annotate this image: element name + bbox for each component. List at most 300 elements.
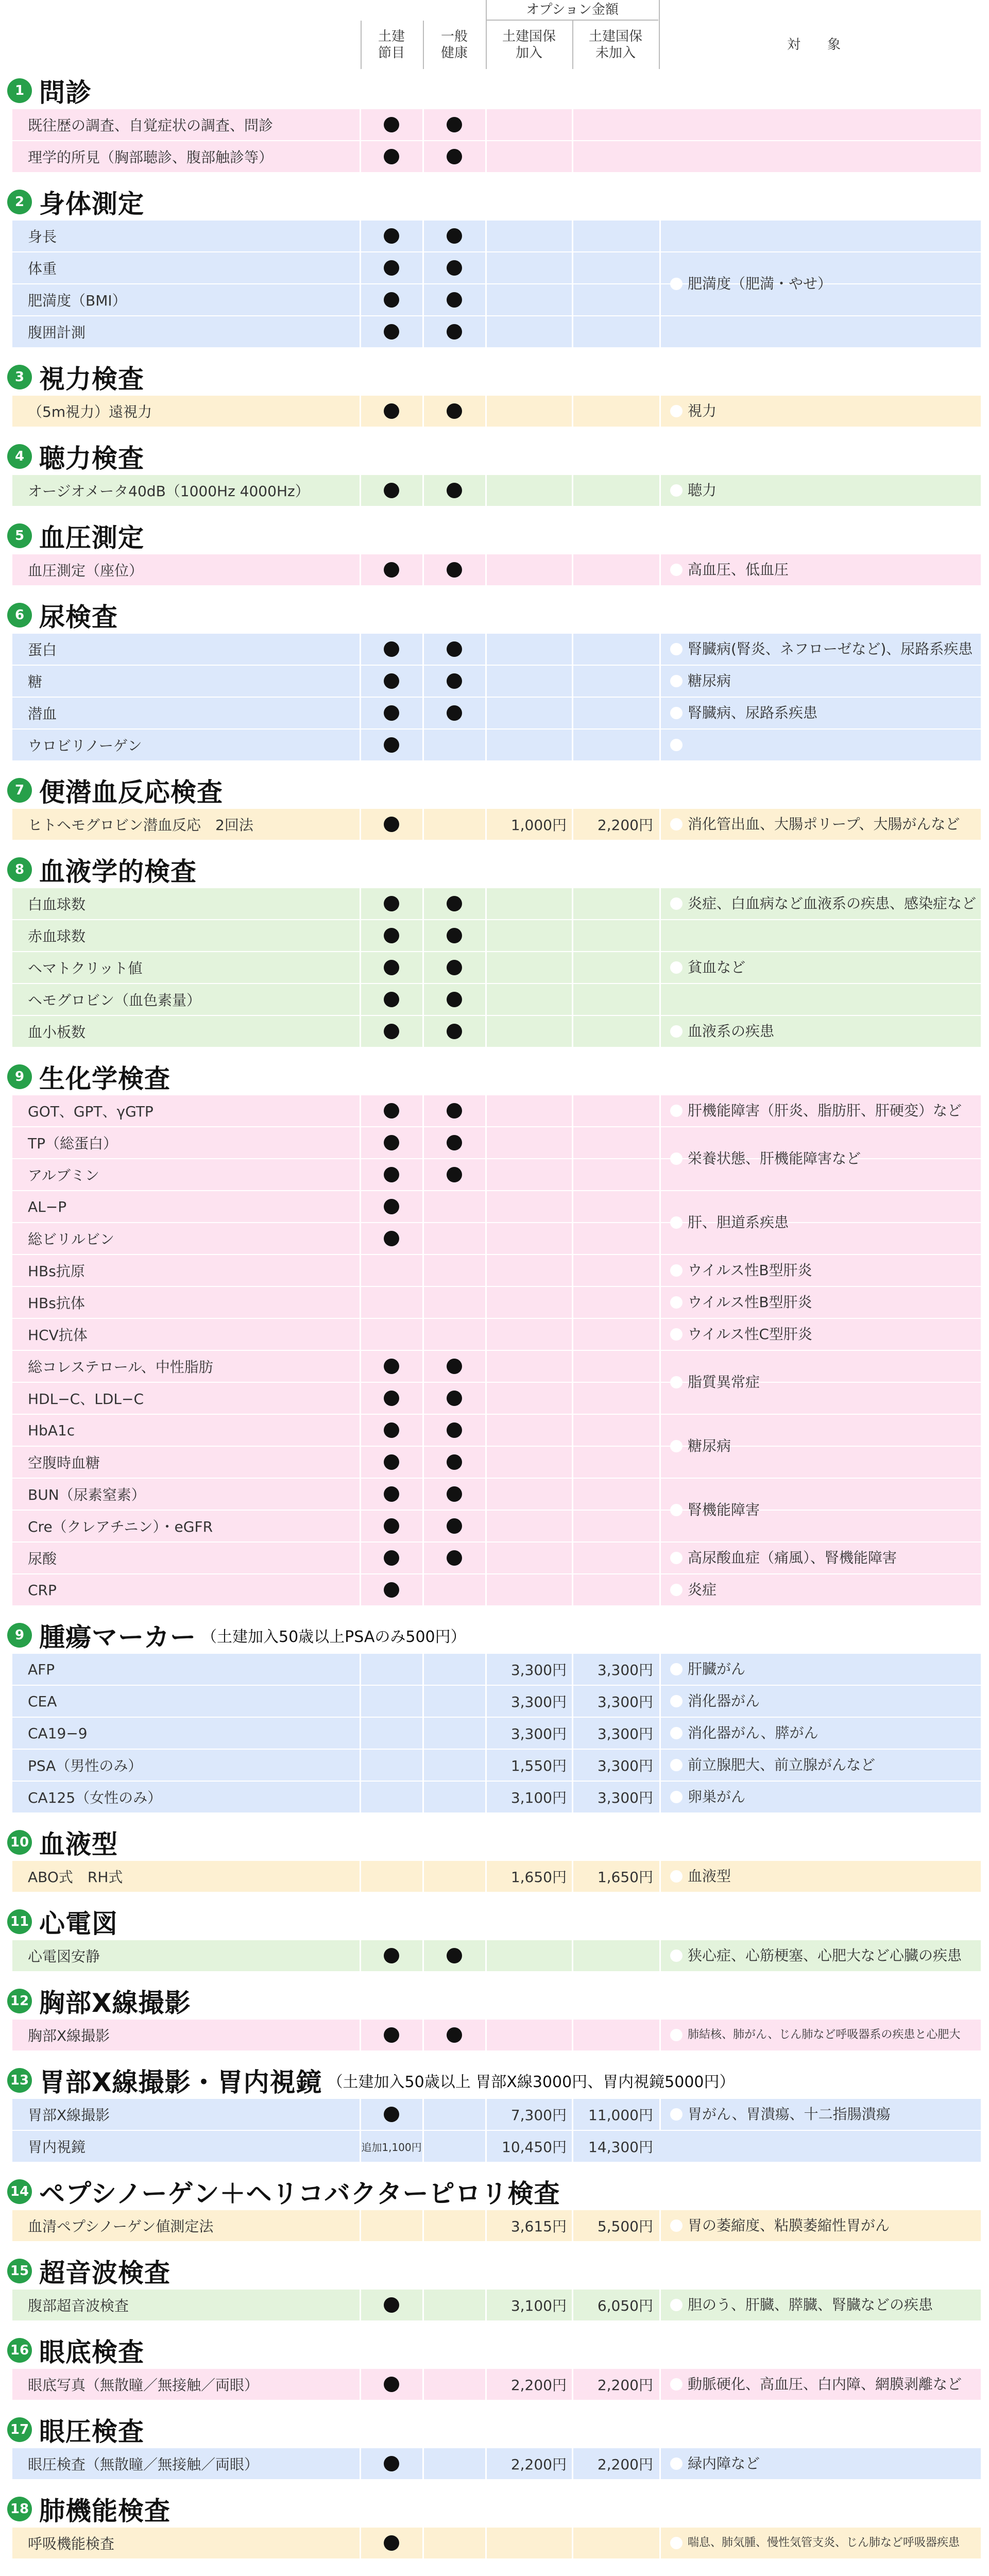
column-divider	[360, 2099, 361, 2130]
included-dot-icon	[447, 2027, 462, 2043]
column-divider	[360, 920, 361, 951]
bullet-icon	[670, 739, 683, 751]
price-nonmember	[573, 141, 658, 172]
column-divider	[485, 1127, 487, 1158]
ippan-kenko-cell	[423, 2020, 485, 2050]
price-member	[486, 316, 572, 347]
section-name: 胸部X線撮影	[39, 1988, 191, 2018]
ippan-kenko-cell	[423, 2131, 485, 2162]
price-member	[486, 698, 572, 728]
doken-setsumoku-cell	[361, 141, 422, 172]
price-member	[486, 666, 572, 697]
header-divider	[572, 21, 573, 69]
column-divider	[422, 1479, 424, 1510]
column-divider	[485, 221, 487, 251]
included-dot-icon	[384, 1550, 399, 1566]
exam-item-name: GOT、GPT、γGTP	[28, 1103, 154, 1120]
column-divider	[422, 1287, 424, 1318]
column-divider	[485, 1654, 487, 1685]
column-divider	[485, 1191, 487, 1222]
column-divider	[360, 984, 361, 1015]
section-number-badge: 13	[7, 2068, 32, 2093]
exam-item-name: 胸部X線撮影	[28, 2027, 110, 2044]
price-member: 10,450円	[502, 2139, 567, 2156]
price-member	[486, 730, 572, 760]
column-divider	[572, 1016, 573, 1047]
section-name: 血液学的検査	[39, 857, 197, 887]
section-title	[7, 2570, 144, 2576]
column-divider	[422, 109, 424, 140]
section-number-badge: 8	[7, 857, 32, 882]
table-header	[0, 0, 989, 69]
bullet-icon	[670, 1663, 683, 1675]
price-member	[486, 1511, 572, 1541]
column-divider	[572, 809, 573, 840]
target-text: 糖尿病	[688, 1437, 731, 1454]
price-member	[486, 952, 572, 983]
exam-item-name: HCV抗体	[28, 1327, 88, 1344]
ippan-kenko-cell	[423, 1543, 485, 1573]
target-text: 肥満度（肥満・やせ）	[688, 275, 832, 292]
column-divider	[422, 284, 424, 315]
included-dot-icon	[384, 928, 399, 943]
price-nonmember: 2,200円	[597, 2456, 653, 2473]
column-divider	[572, 2528, 573, 2558]
price-member	[486, 1319, 572, 1350]
price-nonmember	[573, 284, 658, 315]
column-divider	[485, 1479, 487, 1510]
included-dot-icon	[384, 1231, 399, 1246]
column-divider	[572, 952, 573, 983]
doken-setsumoku-cell	[361, 1940, 422, 1971]
column-divider	[572, 2131, 573, 2162]
doken-setsumoku-cell	[361, 1159, 422, 1190]
target-disease-cell	[659, 1718, 981, 1749]
price-nonmember	[573, 475, 658, 506]
price-nonmember	[573, 1223, 658, 1254]
price-nonmember: 3,300円	[597, 1662, 653, 1679]
price-nonmember	[573, 1351, 658, 1382]
section-title	[7, 2332, 144, 2369]
doken-setsumoku-cell	[361, 2369, 422, 2400]
section-name: 眼圧検査	[39, 2417, 144, 2447]
price-member	[486, 888, 572, 919]
ippan-kenko-cell	[423, 888, 485, 919]
ippan-kenko-cell	[423, 1159, 485, 1190]
bullet-icon	[670, 1727, 683, 1739]
column-divider	[360, 554, 361, 585]
ippan-kenko-cell	[423, 634, 485, 665]
included-dot-icon	[447, 1454, 462, 1470]
section-number-badge: 6	[7, 603, 32, 628]
price-nonmember	[573, 1095, 658, 1126]
column-divider	[422, 1654, 424, 1685]
price-member	[486, 1255, 572, 1286]
included-dot-icon	[447, 562, 462, 578]
table-row	[12, 2131, 981, 2163]
bullet-icon	[670, 2219, 683, 2232]
column-divider	[422, 1782, 424, 1812]
exam-item-name: HBs抗原	[28, 1263, 85, 1280]
section-number-badge: 17	[7, 2417, 32, 2442]
target-disease-cell	[659, 1574, 981, 1605]
column-divider	[360, 396, 361, 427]
included-dot-icon	[384, 1024, 399, 1039]
price-member: 3,615円	[510, 2218, 567, 2235]
section-17	[0, 2332, 989, 2401]
included-dot-icon	[384, 1486, 399, 1502]
column-divider	[485, 666, 487, 697]
included-dot-icon	[384, 403, 399, 419]
included-dot-icon	[384, 1518, 399, 1534]
section-2	[0, 183, 989, 348]
column-divider	[422, 1255, 424, 1286]
column-divider	[360, 1223, 361, 1254]
column-divider	[572, 1159, 573, 1190]
included-dot-icon	[384, 117, 399, 132]
included-dot-icon	[384, 292, 399, 308]
price-nonmember	[573, 666, 658, 697]
target-disease-cell	[659, 2210, 981, 2241]
price-nonmember	[573, 730, 658, 760]
target-disease-cell	[659, 1255, 981, 1286]
included-dot-icon	[384, 562, 399, 578]
doken-setsumoku-cell	[361, 730, 422, 760]
price-member	[486, 396, 572, 427]
ippan-kenko-cell	[423, 1479, 485, 1510]
column-divider	[360, 475, 361, 506]
price-nonmember: 11,000円	[588, 2107, 653, 2124]
bullet-icon	[670, 897, 683, 910]
doken-setsumoku-cell	[361, 1415, 422, 1446]
column-divider	[485, 1351, 487, 1382]
column-divider	[485, 2099, 487, 2130]
price-member	[486, 2528, 572, 2558]
exam-item-name: 胃部X線撮影	[28, 2107, 110, 2124]
exam-item-name: 血圧測定（座位）	[28, 562, 144, 579]
price-member	[486, 1016, 572, 1047]
bullet-icon	[670, 2108, 683, 2121]
price-member	[486, 1191, 572, 1222]
price-nonmember: 2,200円	[597, 2377, 653, 2394]
target-text: 消化器がん	[688, 1692, 760, 1709]
doken-setsumoku-cell	[361, 2099, 422, 2130]
section-title	[7, 2490, 170, 2528]
column-divider	[422, 2369, 424, 2400]
included-dot-icon	[384, 149, 399, 164]
exam-item-name: CA125（女性のみ）	[28, 1789, 162, 1806]
column-divider	[422, 1383, 424, 1414]
ippan-kenko-cell	[423, 1654, 485, 1685]
exam-item-name: 血清ペプシノーゲン値測定法	[28, 2218, 214, 2235]
column-divider	[360, 1718, 361, 1749]
target-disease-cell	[659, 1319, 981, 1350]
doken-setsumoku-cell	[361, 2290, 422, 2320]
exam-item-name: 眼底写真（無散瞳／無接触／両眼）	[28, 2377, 259, 2394]
section-5	[0, 517, 989, 586]
price-nonmember: 14,300円	[588, 2139, 653, 2156]
column-divider	[422, 1447, 424, 1478]
section-name: 身体測定	[39, 189, 144, 219]
column-divider	[360, 1319, 361, 1350]
exam-item-name: TP（総蛋白）	[28, 1135, 117, 1152]
column-divider	[422, 2131, 424, 2162]
ippan-kenko-cell	[423, 2210, 485, 2241]
column-divider	[360, 1782, 361, 1812]
target-disease-cell	[659, 2099, 981, 2130]
column-divider	[360, 1383, 361, 1414]
price-member	[486, 221, 572, 251]
section-number-badge: 9	[7, 1064, 32, 1089]
exam-item-name: ヒトヘモグロビン潜血反応 2回法	[28, 817, 253, 834]
ippan-kenko-cell	[423, 1016, 485, 1047]
included-dot-icon	[447, 673, 462, 689]
doken-setsumoku-cell	[361, 1447, 422, 1478]
column-divider	[485, 1287, 487, 1318]
column-divider	[485, 1861, 487, 1892]
section-7	[0, 772, 989, 841]
target-disease-cell	[659, 698, 981, 728]
column-divider	[485, 698, 487, 728]
header-divider	[361, 21, 362, 69]
target-text: 聴力	[688, 482, 717, 499]
section-number-badge: 1	[7, 78, 32, 103]
exam-item-name: 理学的所見（胸部聴診、腹部触診等）	[28, 149, 274, 166]
column-divider	[360, 1686, 361, 1717]
price-member: 3,300円	[510, 1725, 567, 1742]
column-divider	[360, 1574, 361, 1605]
bullet-icon	[670, 1759, 683, 1771]
ippan-kenko-cell	[423, 1095, 485, 1126]
section-rows	[12, 554, 981, 586]
section-1	[0, 72, 989, 173]
section-title	[7, 517, 144, 554]
doken-setsumoku-cell	[361, 1511, 422, 1541]
column-divider	[572, 316, 573, 347]
section-name: 尿検査	[39, 602, 118, 632]
ippan-kenko-cell	[423, 1940, 485, 1971]
bullet-icon	[670, 564, 683, 576]
target-text: 胃がん、胃潰瘍、十二指腸潰瘍	[688, 2106, 891, 2123]
column-divider	[422, 666, 424, 697]
column-divider	[572, 284, 573, 315]
section-title	[7, 1617, 466, 1654]
price-member: 1,000円	[510, 817, 567, 834]
section-rows	[12, 221, 981, 348]
target-text: 腎臓病、尿路系疾患	[688, 704, 818, 721]
column-divider	[422, 2290, 424, 2320]
section-rows	[12, 2020, 981, 2052]
included-dot-icon	[384, 2027, 399, 2043]
bullet-icon	[670, 1105, 683, 1117]
bullet-icon	[670, 1025, 683, 1038]
target-text: 腎機能障害	[688, 1501, 760, 1518]
target-text: 炎症、白血病など血液系の疾患、感染症など	[688, 895, 977, 912]
column-divider	[485, 2020, 487, 2050]
bullet-icon	[670, 1695, 683, 1707]
included-dot-icon	[447, 705, 462, 721]
exam-item-name: アルブミン	[28, 1167, 99, 1184]
exam-item-name: CEA	[28, 1692, 57, 1710]
target-disease-cell	[659, 1415, 981, 1478]
price-member: 1,550円	[510, 1757, 567, 1774]
doken-setsumoku-cell	[361, 1351, 422, 1382]
target-text: 栄養状態、肝機能障害など	[688, 1150, 861, 1167]
ippan-kenko-cell	[423, 2369, 485, 2400]
bullet-icon	[670, 1552, 683, 1564]
bullet-icon	[670, 818, 683, 831]
column-divider	[360, 109, 361, 140]
column-divider	[360, 1095, 361, 1126]
doken-setsumoku-cell	[361, 984, 422, 1015]
section-title	[7, 2252, 170, 2290]
target-disease-cell	[659, 1686, 981, 1717]
included-dot-icon	[384, 1422, 399, 1438]
doken-setsumoku-cell	[361, 809, 422, 840]
doken-setsumoku-cell	[361, 1718, 422, 1749]
bullet-icon	[670, 707, 683, 719]
bullet-icon	[670, 484, 683, 497]
exam-item-name: AFP	[28, 1660, 55, 1678]
exam-item-name: ABO式 RH式	[28, 1869, 123, 1886]
section-name: 問診	[39, 78, 92, 108]
price-nonmember	[573, 252, 658, 283]
doken-setsumoku-cell	[361, 1127, 422, 1158]
doken-setsumoku-cell	[361, 1016, 422, 1047]
ippan-kenko-cell	[423, 221, 485, 251]
ippan-kenko-cell	[423, 984, 485, 1015]
column-divider	[422, 730, 424, 760]
included-dot-icon	[447, 1550, 462, 1566]
column-divider	[485, 2210, 487, 2241]
section-name: 血液型	[39, 1829, 118, 1859]
included-dot-icon	[384, 483, 399, 498]
target-disease-cell	[659, 1654, 981, 1685]
exam-item-name: 身長	[28, 228, 57, 245]
target-text: 肝臓がん	[688, 1660, 746, 1677]
doken-setsumoku-cell	[361, 2448, 422, 2479]
ippan-kenko-cell	[423, 1351, 485, 1382]
doken-setsumoku-cell	[361, 1782, 422, 1812]
target-text: 貧血など	[688, 959, 746, 976]
section-number-badge: 3	[7, 365, 32, 389]
exam-item-name: 潜血	[28, 705, 57, 722]
included-dot-icon	[384, 1167, 399, 1182]
price-member	[486, 634, 572, 665]
target-disease-cell	[659, 1750, 981, 1781]
doken-setsumoku-cell	[361, 1654, 422, 1685]
column-divider	[422, 1319, 424, 1350]
included-dot-icon	[447, 1359, 462, 1374]
column-divider	[360, 634, 361, 665]
header-ippan-kenko: 一般 健康	[440, 29, 468, 61]
section-name: 視力検査	[39, 364, 144, 394]
section-rows	[12, 2099, 981, 2163]
section-14	[0, 2062, 989, 2163]
included-dot-icon	[384, 1359, 399, 1374]
section-number-badge: 14	[7, 2179, 32, 2204]
price-nonmember: 3,300円	[597, 1693, 653, 1710]
target-disease-cell	[659, 666, 981, 697]
exam-item-name: CA19−9	[28, 1724, 88, 1742]
bullet-icon	[670, 278, 683, 290]
doken-setsumoku-cell	[361, 952, 422, 983]
column-divider	[422, 1127, 424, 1158]
section-title	[7, 772, 223, 809]
column-divider	[360, 1351, 361, 1382]
target-disease-cell	[659, 2020, 981, 2050]
target-disease-cell	[659, 920, 981, 1015]
target-text: 喘息、肺気腫、慢性気管支炎、じん肺など呼吸器疾患	[688, 2536, 960, 2549]
column-divider	[485, 634, 487, 665]
column-divider	[422, 252, 424, 283]
column-divider	[360, 809, 361, 840]
target-text: 胃の萎縮度、粘膜萎縮性胃がん	[688, 2217, 890, 2234]
column-divider	[360, 252, 361, 283]
section-title	[7, 1903, 118, 1940]
column-divider	[572, 2369, 573, 2400]
section-name: 眼底検査	[39, 2337, 144, 2367]
price-member	[486, 475, 572, 506]
price-member	[486, 1543, 572, 1573]
column-divider	[485, 984, 487, 1015]
ippan-kenko-cell	[423, 730, 485, 760]
column-divider	[485, 1255, 487, 1286]
column-divider	[422, 1861, 424, 1892]
column-divider	[422, 141, 424, 172]
target-disease-cell	[659, 2448, 981, 2479]
price-nonmember	[573, 1543, 658, 1573]
bullet-icon	[670, 1296, 683, 1309]
column-divider	[422, 2210, 424, 2241]
section-number-badge: 7	[7, 778, 32, 803]
ippan-kenko-cell	[423, 1686, 485, 1717]
column-divider	[422, 221, 424, 251]
column-divider	[572, 1095, 573, 1126]
column-divider	[422, 1191, 424, 1222]
column-divider	[360, 284, 361, 315]
section-11	[0, 1824, 989, 1893]
exam-item-name: PSA（男性のみ）	[28, 1757, 143, 1774]
doken-setsumoku-cell	[361, 1191, 422, 1222]
exam-item-name: HDL−C、LDL−C	[28, 1391, 144, 1408]
section-title	[7, 1982, 191, 2020]
price-nonmember: 5,500円	[597, 2218, 653, 2235]
section-name: 胃部X線撮影・胃内視鏡	[39, 2067, 322, 2097]
column-divider	[360, 1479, 361, 1510]
column-divider	[422, 1940, 424, 1971]
column-divider	[572, 1479, 573, 1510]
section-9	[0, 1058, 989, 1606]
section-number-badge: 4	[7, 444, 32, 469]
included-dot-icon	[384, 673, 399, 689]
price-nonmember	[573, 1255, 658, 1286]
column-divider	[422, 1159, 424, 1190]
column-divider	[422, 1223, 424, 1254]
target-disease-cell	[659, 634, 981, 665]
bullet-icon	[670, 1376, 683, 1388]
price-nonmember	[573, 634, 658, 665]
ippan-kenko-cell	[423, 666, 485, 697]
section-rows	[12, 1940, 981, 1972]
included-dot-icon	[384, 992, 399, 1007]
exam-item-name: 腹囲計測	[28, 324, 86, 341]
doken-setsumoku-cell	[361, 1543, 422, 1573]
target-text: 消化器がん、膵がん	[688, 1724, 819, 1741]
target-text: 脂質異常症	[688, 1374, 760, 1391]
section-number-badge: 2	[7, 190, 32, 214]
column-divider	[360, 1255, 361, 1286]
